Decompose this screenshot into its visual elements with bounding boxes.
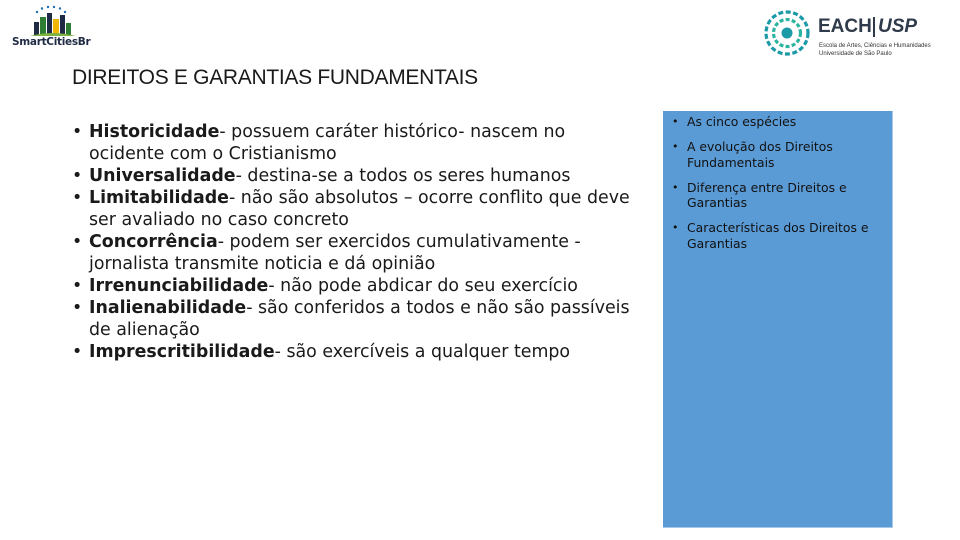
topic-item: • Características dos Direitos e Garantias [670, 220, 888, 251]
list-item [72, 275, 632, 297]
bullet-text: - podem ser exercidos cumulativamente - jornalista transmite noticia e dá opinião [89, 232, 581, 274]
city-skyline-icon [10, 4, 94, 38]
bullet-text: - são exercíveis a qualquer tempo [274, 342, 571, 362]
each-wordmark: EACH [818, 16, 872, 37]
bullet-term: Irrenunciabilidade [89, 276, 269, 296]
bullet-term: Imprescritibilidade [89, 342, 275, 362]
bullet-text: - possuem caráter histórico- nascem no ocidente com o Cristianismo [89, 122, 566, 164]
bullet-text: - não são absolutos – ocorre conflito que deve ser avaliado no caso concreto [89, 188, 630, 230]
bullet-text: - não pode abdicar do seu exercício [268, 276, 578, 296]
school-name: Escola de Artes, Ciências e Humanidades [819, 43, 931, 49]
bullet-text: - destina-se a todos os seres humanos [235, 166, 571, 186]
topic-item: • A evolução dos Direitos Fundamentais [670, 139, 888, 170]
list-item [72, 231, 632, 275]
usp-wordmark: USP [878, 16, 918, 37]
slide-title: DIREITOS E GARANTIAS FUNDAMENTAIS [72, 66, 478, 89]
bullet-term: Universalidade [89, 166, 236, 186]
bullet-term: Inalienabilidade [89, 298, 247, 318]
each-usp-logo [762, 8, 958, 64]
logo-divider [873, 17, 875, 37]
list-item [72, 187, 632, 231]
list-item [72, 165, 632, 187]
each-emblem-icon [762, 8, 812, 58]
bullet-term: Concorrência [89, 232, 218, 252]
smartcitiesbr-logo [10, 4, 94, 54]
list-item [72, 341, 632, 363]
bullet-term: Limitabilidade [89, 188, 229, 208]
topics-list [670, 114, 888, 261]
university-name: Universidade de São Paulo [819, 51, 892, 57]
rights-characteristics-list [72, 121, 632, 363]
list-item [72, 297, 632, 341]
list-item [72, 121, 632, 165]
bullet-text: - são conferidos a todos e não são passíveis de alienação [89, 298, 630, 340]
topic-item: • As cinco espécies [670, 114, 888, 130]
bullet-term: Historicidade [89, 122, 220, 142]
topic-item: • Diferença entre Direitos e Garantias [670, 180, 888, 211]
brand-name: SmartCitiesBr [12, 36, 91, 48]
